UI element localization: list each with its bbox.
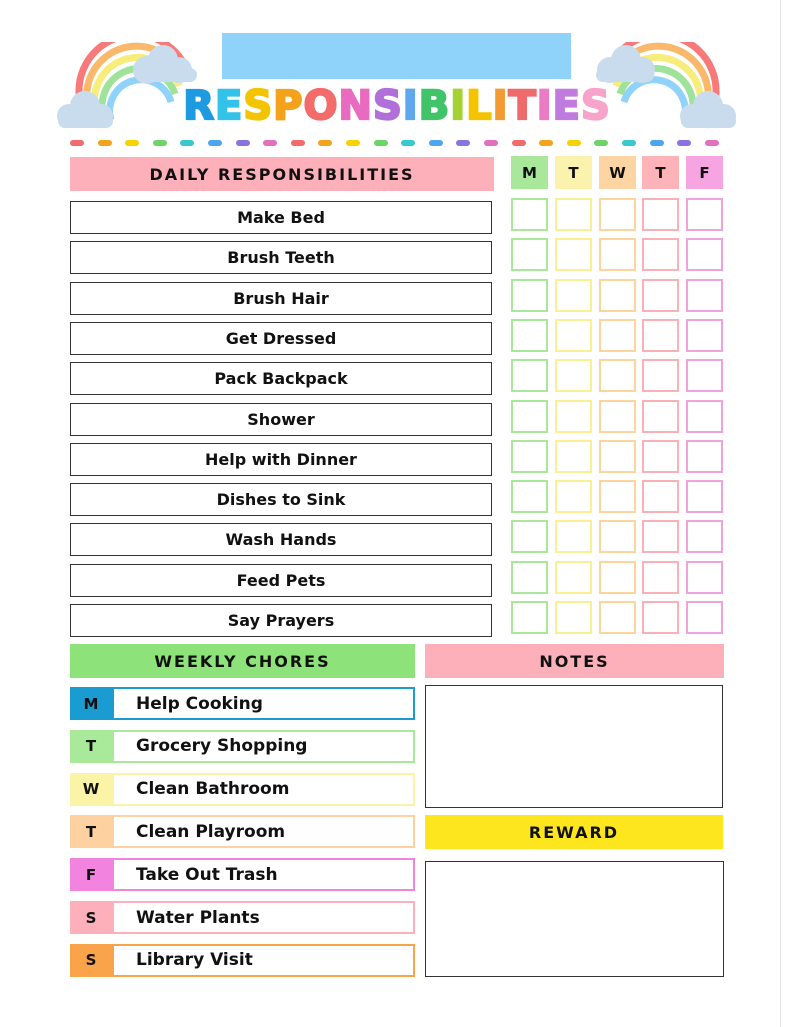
task-checkbox[interactable] bbox=[686, 601, 723, 634]
task-checkbox[interactable] bbox=[686, 520, 723, 553]
task-checkbox[interactable] bbox=[555, 440, 592, 473]
task-checkbox[interactable] bbox=[642, 198, 679, 231]
task-checkbox[interactable] bbox=[686, 319, 723, 352]
chore-day-label: F bbox=[70, 858, 112, 891]
dash-segment bbox=[401, 140, 415, 146]
daily-task: Get Dressed bbox=[70, 322, 492, 355]
task-checkbox[interactable] bbox=[642, 400, 679, 433]
dashed-divider bbox=[70, 140, 730, 148]
task-checkbox[interactable] bbox=[555, 520, 592, 553]
task-checkbox[interactable] bbox=[511, 279, 548, 312]
daily-task: Say Prayers bbox=[70, 604, 492, 637]
title-letter: P bbox=[273, 83, 304, 129]
chore-item: Grocery Shopping bbox=[112, 730, 415, 763]
chore-day-label: W bbox=[70, 773, 112, 806]
task-checkbox[interactable] bbox=[511, 319, 548, 352]
title-letter: E bbox=[215, 83, 244, 129]
task-checkbox[interactable] bbox=[642, 480, 679, 513]
task-checkbox[interactable] bbox=[599, 440, 636, 473]
task-checkbox[interactable] bbox=[511, 440, 548, 473]
task-checkbox[interactable] bbox=[555, 279, 592, 312]
task-checkbox[interactable] bbox=[511, 400, 548, 433]
task-checkbox[interactable] bbox=[599, 238, 636, 271]
dash-segment bbox=[125, 140, 139, 146]
task-checkbox[interactable] bbox=[555, 238, 592, 271]
task-checkbox[interactable] bbox=[686, 279, 723, 312]
weekly-chores-header: WEEKLY CHORES bbox=[70, 644, 415, 678]
task-checkbox[interactable] bbox=[599, 601, 636, 634]
dash-segment bbox=[594, 140, 608, 146]
task-checkbox[interactable] bbox=[511, 238, 548, 271]
title-letter: I bbox=[492, 83, 509, 129]
title-letter: B bbox=[418, 83, 451, 129]
daily-responsibilities-header: DAILY RESPONSIBILITIES bbox=[70, 157, 494, 191]
day-header: T bbox=[555, 156, 592, 189]
title-letter: S bbox=[372, 83, 403, 129]
title-letter: I bbox=[536, 83, 553, 129]
task-checkbox[interactable] bbox=[686, 359, 723, 392]
daily-task: Feed Pets bbox=[70, 564, 492, 597]
chore-item: Clean Playroom bbox=[112, 815, 415, 848]
task-checkbox[interactable] bbox=[511, 359, 548, 392]
daily-task: Brush Teeth bbox=[70, 241, 492, 274]
day-header: F bbox=[686, 156, 723, 189]
task-checkbox[interactable] bbox=[511, 198, 548, 231]
task-checkbox[interactable] bbox=[555, 601, 592, 634]
page-edge bbox=[780, 0, 781, 1027]
day-header: M bbox=[511, 156, 548, 189]
dash-segment bbox=[567, 140, 581, 146]
title-letter: N bbox=[338, 83, 373, 129]
task-checkbox[interactable] bbox=[599, 319, 636, 352]
chore-day-label: S bbox=[70, 901, 112, 934]
chore-item: Take Out Trash bbox=[112, 858, 415, 891]
task-checkbox[interactable] bbox=[511, 561, 548, 594]
daily-task: Brush Hair bbox=[70, 282, 492, 315]
title-letter: L bbox=[466, 83, 493, 129]
task-checkbox[interactable] bbox=[642, 279, 679, 312]
dash-segment bbox=[236, 140, 250, 146]
task-checkbox[interactable] bbox=[599, 198, 636, 231]
task-checkbox[interactable] bbox=[642, 520, 679, 553]
title-letter: S bbox=[243, 83, 274, 129]
task-checkbox[interactable] bbox=[642, 238, 679, 271]
task-checkbox[interactable] bbox=[686, 440, 723, 473]
day-header: W bbox=[599, 156, 636, 189]
dash-segment bbox=[291, 140, 305, 146]
chore-day-label: T bbox=[70, 815, 112, 848]
notes-area[interactable] bbox=[425, 685, 723, 808]
task-checkbox[interactable] bbox=[642, 319, 679, 352]
dash-segment bbox=[429, 140, 443, 146]
dash-segment bbox=[70, 140, 84, 146]
daily-task: Pack Backpack bbox=[70, 362, 492, 395]
task-checkbox[interactable] bbox=[686, 198, 723, 231]
task-checkbox[interactable] bbox=[686, 480, 723, 513]
title-letter: O bbox=[303, 83, 339, 129]
title-letter: I bbox=[402, 83, 419, 129]
task-checkbox[interactable] bbox=[686, 400, 723, 433]
task-checkbox[interactable] bbox=[599, 561, 636, 594]
task-checkbox[interactable] bbox=[511, 480, 548, 513]
chore-item: Water Plants bbox=[112, 901, 415, 934]
task-checkbox[interactable] bbox=[686, 561, 723, 594]
title-letter: I bbox=[450, 83, 467, 129]
dash-segment bbox=[456, 140, 470, 146]
task-checkbox[interactable] bbox=[599, 359, 636, 392]
chore-day-label: T bbox=[70, 730, 112, 763]
daily-task: Dishes to Sink bbox=[70, 483, 492, 516]
title-letter: E bbox=[552, 83, 581, 129]
dash-segment bbox=[677, 140, 691, 146]
dash-segment bbox=[318, 140, 332, 146]
notes-header: NOTES bbox=[425, 644, 724, 678]
dash-segment bbox=[705, 140, 719, 146]
chore-item: Clean Bathroom bbox=[112, 773, 415, 806]
task-checkbox[interactable] bbox=[555, 198, 592, 231]
task-checkbox[interactable] bbox=[599, 480, 636, 513]
day-header: T bbox=[642, 156, 679, 189]
dash-segment bbox=[263, 140, 277, 146]
dash-segment bbox=[622, 140, 636, 146]
dash-segment bbox=[539, 140, 553, 146]
dash-segment bbox=[98, 140, 112, 146]
task-checkbox[interactable] bbox=[511, 601, 548, 634]
page-title bbox=[150, 80, 644, 132]
dash-segment bbox=[208, 140, 222, 146]
task-checkbox[interactable] bbox=[642, 601, 679, 634]
daily-task: Wash Hands bbox=[70, 523, 492, 556]
title-letter: T bbox=[508, 83, 537, 129]
task-checkbox[interactable] bbox=[642, 440, 679, 473]
dash-segment bbox=[512, 140, 526, 146]
task-checkbox[interactable] bbox=[511, 520, 548, 553]
title-letter: S bbox=[580, 83, 611, 129]
daily-task: Help with Dinner bbox=[70, 443, 492, 476]
chore-item: Help Cooking bbox=[112, 687, 415, 720]
dash-segment bbox=[374, 140, 388, 146]
chore-item: Library Visit bbox=[112, 944, 415, 977]
dash-segment bbox=[153, 140, 167, 146]
dash-segment bbox=[180, 140, 194, 146]
chore-day-label: M bbox=[70, 687, 112, 720]
task-checkbox[interactable] bbox=[555, 319, 592, 352]
task-checkbox[interactable] bbox=[555, 359, 592, 392]
title-letter: R bbox=[183, 83, 216, 129]
task-checkbox[interactable] bbox=[599, 400, 636, 433]
task-checkbox[interactable] bbox=[555, 561, 592, 594]
task-checkbox[interactable] bbox=[686, 238, 723, 271]
task-checkbox[interactable] bbox=[599, 520, 636, 553]
dash-segment bbox=[346, 140, 360, 146]
chore-day-label: S bbox=[70, 944, 112, 977]
dash-segment bbox=[484, 140, 498, 146]
task-checkbox[interactable] bbox=[642, 359, 679, 392]
daily-task: Make Bed bbox=[70, 201, 492, 234]
task-checkbox[interactable] bbox=[642, 561, 679, 594]
task-checkbox[interactable] bbox=[555, 400, 592, 433]
reward-header: REWARD bbox=[425, 815, 723, 849]
reward-area[interactable] bbox=[425, 861, 724, 977]
dash-segment bbox=[650, 140, 664, 146]
task-checkbox[interactable] bbox=[599, 279, 636, 312]
daily-task: Shower bbox=[70, 403, 492, 436]
task-checkbox[interactable] bbox=[555, 480, 592, 513]
name-field[interactable] bbox=[222, 33, 571, 79]
